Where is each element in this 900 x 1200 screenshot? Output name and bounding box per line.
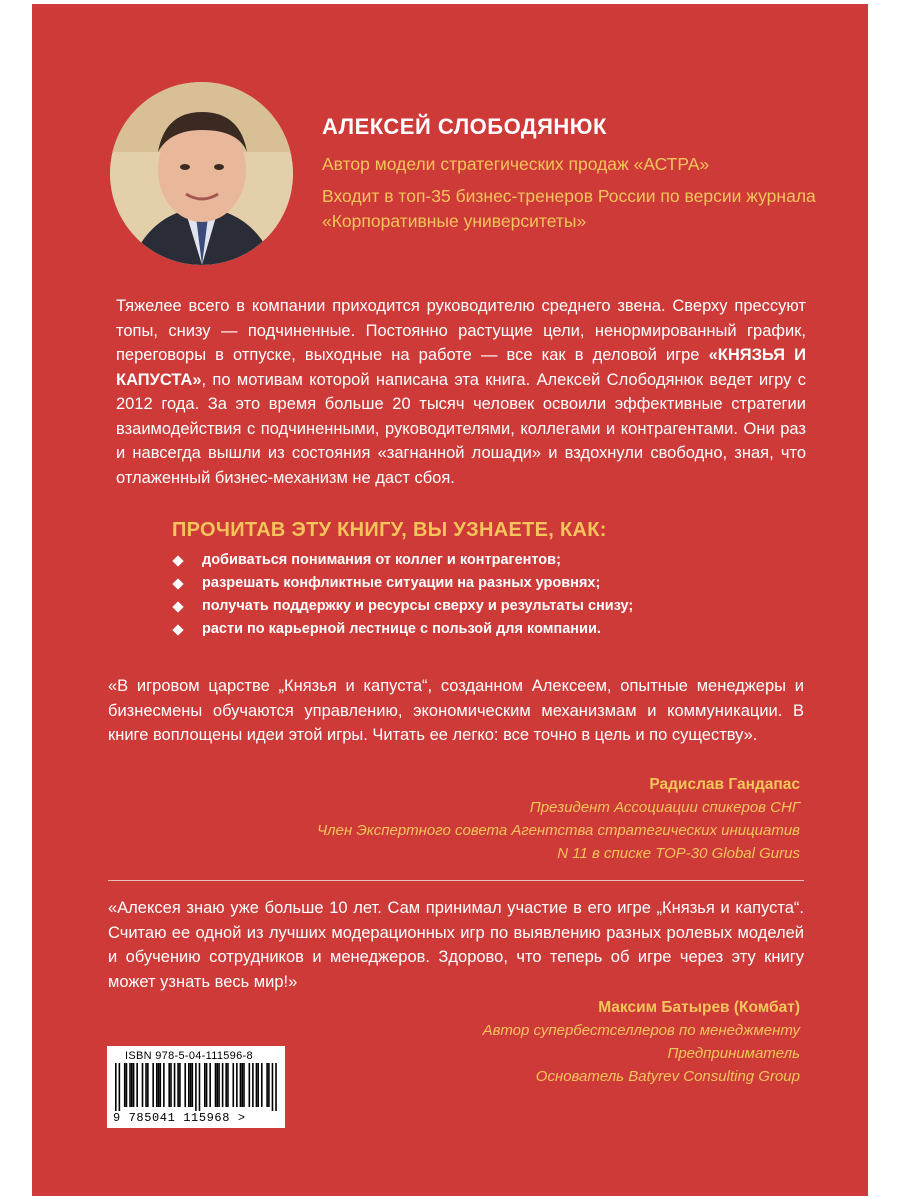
barcode-bar [215, 1063, 217, 1107]
barcode-bar [257, 1063, 259, 1107]
barcode-bar [190, 1063, 192, 1107]
diamond-bullet-icon [172, 624, 183, 635]
barcode-bar [204, 1063, 206, 1107]
barcode-bar [216, 1063, 218, 1107]
testimonial-author-name: Радислав Гандапас [649, 776, 800, 793]
book-back-cover [32, 4, 868, 1196]
testimonial-author-name: Максим Батырев (Комбат) [598, 999, 800, 1016]
barcode-bar [188, 1063, 190, 1107]
isbn-barcode [107, 1046, 285, 1128]
description-text-start: Тяжелее всего в компании приходится руководителю среднего звена. Сверху прессуют топы, снизу — подчиненные. Постоянно растущие цели, ненормированный график, переговоры в отпуске, выходные на работе — все как в деловой игре [116, 297, 806, 364]
barcode-bars [115, 1063, 277, 1111]
barcode-bar [119, 1063, 121, 1111]
list-item-text: разрешать конфликтные ситуации на разных уровнях; [202, 575, 601, 591]
barcode-bar [152, 1063, 154, 1107]
barcode-bar [192, 1063, 194, 1107]
barcode-bar [243, 1063, 245, 1107]
barcode-bar [232, 1063, 234, 1107]
section-divider [108, 880, 804, 881]
barcode-bar [206, 1063, 208, 1107]
barcode-bar [174, 1063, 176, 1107]
barcode-bar [129, 1063, 131, 1107]
barcode-bar [252, 1063, 254, 1107]
testimonial-author-role: Автор супербестселлеров по менеджменту [482, 1022, 800, 1039]
barcode-digits: 9 785041 115968 > [113, 1111, 246, 1125]
barcode-bar [236, 1063, 238, 1107]
barcode-bar [261, 1063, 263, 1107]
barcode-bar [115, 1063, 117, 1111]
testimonial-author-role: Основатель Batyrev Consulting Group [535, 1068, 800, 1085]
author-credential-2: Входит в топ-35 бизнес-тренеров России по версии журнала «Корпоративные университеты» [322, 186, 816, 231]
barcode-bar [268, 1063, 270, 1107]
barcode-bar [156, 1063, 158, 1107]
list-item [172, 618, 633, 641]
description-text-end: , по мотивам которой написана эта книга. Алексей Слободянюк ведет игру с 2012 года. За это время больше 20 тысяч человек освоили эффективные стратегии взаимодействия с подчиненными, руководителями, коллегами и контрагентами. Они раз и навсегда вышли из состояния «загнанной лошади» и вздохнули свободно, зная, что отлаженный бизнес-механизм не даст сбоя. [116, 370, 806, 487]
list-item-text: расти по карьерной лестнице с пользой для компании. [202, 621, 601, 637]
barcode-bar [222, 1063, 224, 1107]
barcode-bar [275, 1063, 277, 1111]
testimonial-attribution-2 [483, 997, 800, 1088]
barcode-bar [256, 1063, 258, 1107]
barcode-bar [126, 1063, 128, 1107]
barcode-bar [145, 1063, 147, 1107]
testimonial-quote-1: «В игровом царстве „Князья и капуста“, созданном Алексеем, опытные менеджеры и бизнесмены обучаются управлению, экономическим механизмам и коммуникации. В книге воплощены идеи этой игры. Читать ее легко: все точно в цель и по существу». [108, 677, 804, 744]
isbn-label: ISBN 978-5-04-111596-8 [125, 1050, 253, 1062]
barcode-bar [163, 1063, 165, 1107]
list-item [172, 572, 633, 595]
diamond-bullet-icon [172, 578, 183, 589]
list-item [172, 595, 633, 618]
diamond-bullet-icon [172, 601, 183, 612]
list-item-text: получать поддержку и ресурсы сверху и результаты снизу; [202, 598, 634, 614]
author-credential-1: Автор модели стратегических продаж «АСТРА» [322, 154, 710, 174]
author-name: АЛЕКСЕЙ СЛОБОДЯНЮК [322, 114, 607, 139]
list-item-text: добиваться понимания от коллег и контрагентов; [202, 552, 561, 568]
learn-list [172, 549, 633, 641]
barcode-bar [249, 1063, 251, 1107]
author-portrait [110, 82, 293, 265]
testimonial-quote-2: «Алексея знаю уже больше 10 лет. Сам принимал участие в его игре „Князья и капуста“. Считаю ее одной из лучших модерационных игр по выявлению разных ролевых моделей и обучению сотрудников и менеджеров. Здорово, что теперь об игре через эту книгу может узнать весь мир!» [108, 899, 804, 991]
barcode-bar [240, 1063, 242, 1107]
diamond-bullet-icon [172, 555, 183, 566]
barcode-bar [147, 1063, 149, 1107]
testimonial-author-role: N 11 в списке TOP-30 Global Gurus [557, 845, 800, 862]
barcode-bar [272, 1063, 274, 1111]
barcode-bar [209, 1063, 211, 1107]
barcode-bar [179, 1063, 181, 1107]
learn-heading: ПРОЧИТАВ ЭТУ КНИГУ, ВЫ УЗНАЕТЕ, КАК: [172, 519, 607, 541]
barcode-bar [142, 1063, 144, 1107]
barcode-bar [136, 1063, 138, 1107]
barcode-bar [195, 1063, 197, 1111]
barcode-bar [124, 1063, 126, 1107]
barcode-bar [158, 1063, 160, 1107]
barcode-bar [241, 1063, 243, 1107]
testimonial-attribution-1 [317, 774, 800, 865]
barcode-bar [168, 1063, 170, 1107]
list-item [172, 549, 633, 572]
testimonial-author-role: Президент Ассоциации спикеров СНГ [529, 799, 800, 816]
barcode-bar [266, 1063, 268, 1107]
barcode-bar [184, 1063, 186, 1107]
barcode-bar [133, 1063, 135, 1107]
book-description [116, 294, 806, 490]
barcode-bar [227, 1063, 229, 1107]
author-photo-graphic [110, 82, 293, 265]
testimonial-author-role: Предприниматель [667, 1045, 800, 1062]
game-title: «КНЯЗЬЯ И КАПУСТА» [116, 346, 806, 389]
barcode-bar [170, 1063, 172, 1107]
barcode-bar [177, 1063, 179, 1107]
barcode-bar [199, 1063, 201, 1111]
barcode-bar [160, 1063, 162, 1107]
barcode-bar [131, 1063, 133, 1107]
testimonial-author-role: Член Экспертного совета Агентства стратегических инициатив [317, 822, 800, 839]
barcode-bar [218, 1063, 220, 1107]
barcode-bar [225, 1063, 227, 1107]
